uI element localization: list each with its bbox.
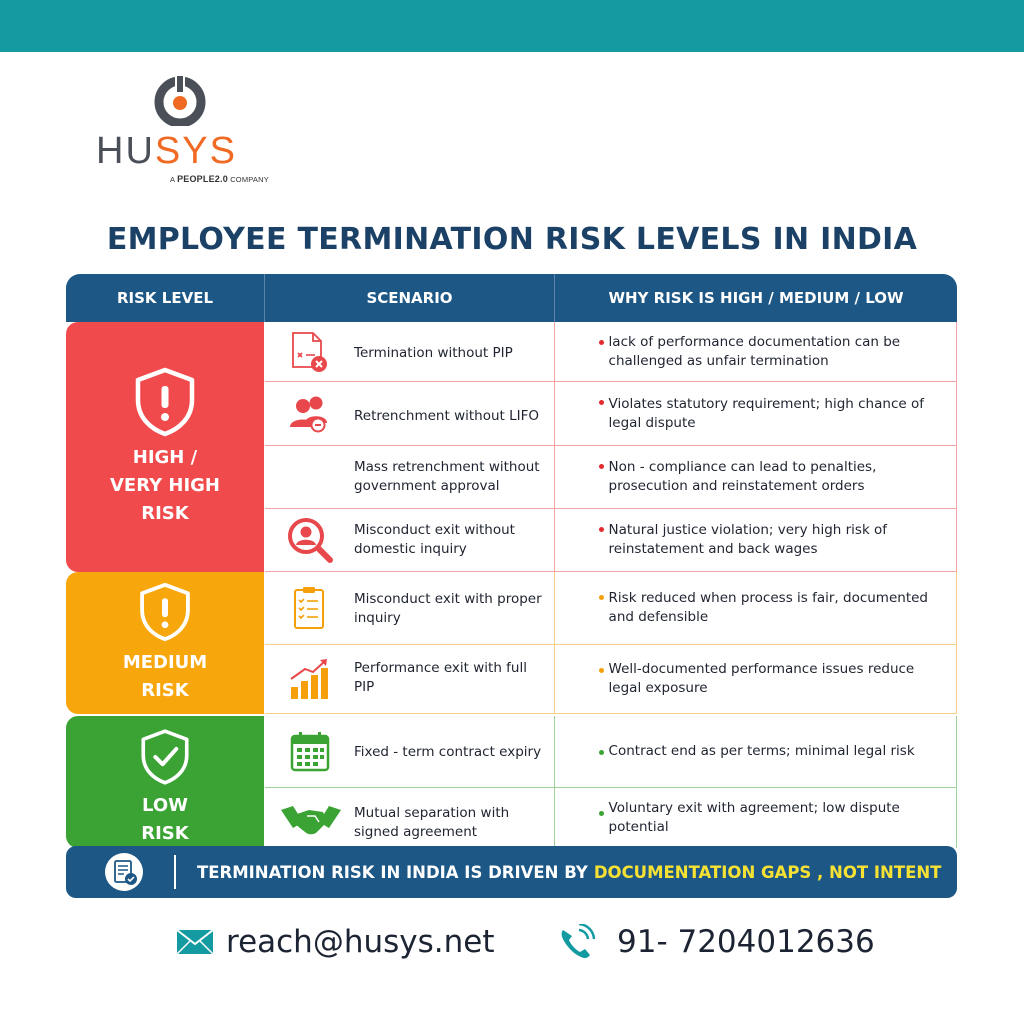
- scenario-text: Misconduct exit with proper inquiry: [354, 591, 542, 626]
- reason-text: Natural justice violation; very high risk of reinstatement and back wages: [608, 522, 888, 557]
- table-header: [66, 274, 957, 322]
- scenario-text: Performance exit with full PIP: [354, 660, 527, 695]
- scenario-text: Mass retrenchment without government approval: [354, 459, 540, 494]
- risk-group-low: [66, 716, 957, 848]
- reason-cell: [555, 788, 956, 848]
- phone-text[interactable]: 91- 7204012636: [617, 924, 875, 960]
- table-row: [265, 509, 957, 572]
- reason-text: Non - compliance can lead to penalties, prosecution and reinstatement orders: [608, 459, 877, 494]
- scenario-cell: [265, 716, 555, 787]
- document-check-icon: [104, 852, 144, 892]
- reason-text: Risk reduced when process is fair, documented and defensible: [608, 590, 928, 625]
- scenario-text: Mutual separation with signed agreement: [354, 805, 510, 840]
- table-row: [265, 322, 957, 382]
- handshake-icon: [279, 796, 343, 846]
- table-row: [265, 572, 957, 645]
- reason-text: lack of performance documentation can be challenged as unfair termination: [608, 333, 901, 369]
- bullet-dot: [599, 340, 604, 345]
- email-text[interactable]: reach@husys.net: [226, 924, 495, 960]
- scenario-cell: [265, 382, 555, 445]
- clipboard-checklist-icon: [285, 583, 335, 633]
- banner-text: TERMINATION RISK IN INDIA IS DRIVEN BY: [197, 862, 588, 882]
- reason-cell: [555, 716, 956, 787]
- table-row: [265, 446, 957, 509]
- top-band: [0, 0, 1024, 52]
- reason-text: Violates statutory requirement; high chance of legal dispute: [608, 395, 924, 431]
- reason-text: Contract end as per terms; minimal legal risk: [608, 743, 915, 759]
- bullet-dot: [599, 595, 604, 600]
- shield-check-icon: [137, 728, 193, 786]
- risk-level-low: [66, 716, 264, 848]
- scenario-cell: [265, 788, 555, 848]
- risk-label-line: HIGH /: [132, 447, 198, 468]
- scenario-cell: [265, 645, 555, 713]
- reason-text: Voluntary exit with agreement; low dispute potential: [608, 800, 900, 835]
- husys-logo: [96, 74, 276, 186]
- shield-exclamation-icon: [132, 366, 198, 438]
- risk-label-line: RISK: [141, 680, 189, 701]
- table-row: [265, 716, 957, 788]
- header-scenario: SCENARIO: [265, 274, 555, 322]
- document-cross-icon: [285, 327, 335, 377]
- bullet-dot: [599, 400, 604, 405]
- risk-group-high: [66, 322, 957, 572]
- scenario-text: Misconduct exit without domestic inquiry: [354, 522, 515, 557]
- scenario-text: Termination without PIP: [354, 345, 513, 361]
- scenario-text: Fixed - term contract expiry: [354, 744, 542, 760]
- risk-level-high: [66, 322, 264, 572]
- users-minus-icon: [285, 389, 335, 439]
- scenario-cell: [265, 572, 555, 644]
- contact-phone[interactable]: [557, 920, 875, 964]
- bullet-dot: [599, 527, 604, 532]
- phone-icon: [557, 924, 597, 960]
- banner-highlight: DOCUMENTATION GAPS , NOT INTENT: [593, 862, 942, 882]
- reason-cell: [555, 645, 956, 713]
- table-row: [265, 788, 957, 848]
- reason-cell: [555, 382, 956, 445]
- risk-label-line: MEDIUM: [122, 652, 208, 673]
- scenario-cell: [265, 509, 555, 571]
- reason-cell: [555, 322, 956, 381]
- footer-banner: [66, 846, 957, 898]
- risk-label-line: LOW: [142, 795, 188, 816]
- reason-cell: [555, 446, 956, 508]
- reason-cell: [555, 572, 956, 644]
- risk-level-medium: [66, 572, 264, 714]
- page-title: EMPLOYEE TERMINATION RISK LEVELS IN INDIA: [106, 222, 918, 257]
- logo-wordmark: HUSYS: [96, 130, 237, 172]
- bullet-dot: [599, 464, 604, 469]
- logo-tagline: A PEOPLE2.0 COMPANY: [170, 174, 269, 184]
- logo-mark-icon: [154, 74, 206, 126]
- calendar-icon: [285, 727, 335, 777]
- bullet-dot: [599, 668, 604, 673]
- risk-label-line: RISK: [141, 503, 189, 524]
- table-row: [265, 382, 957, 446]
- reason-cell: [555, 509, 956, 571]
- table-row: [265, 645, 957, 714]
- risk-group-medium: [66, 572, 957, 714]
- bullet-dot: [599, 750, 604, 755]
- banner-message: [197, 846, 941, 898]
- header-why-risk: WHY RISK IS HIGH / MEDIUM / LOW: [608, 289, 904, 307]
- reason-text: Well-documented performance issues reduce legal exposure: [608, 661, 915, 696]
- bullet-dot: [599, 811, 604, 816]
- contact-email[interactable]: [176, 920, 495, 964]
- shield-exclamation-icon: [137, 581, 193, 643]
- banner-divider: [174, 855, 176, 889]
- risk-label-line: VERY HIGH: [109, 475, 220, 496]
- scenario-cell: [265, 322, 555, 381]
- header-risk-level: RISK LEVEL: [66, 274, 265, 322]
- scenario-text: Retrenchment without LIFO: [354, 408, 539, 424]
- risk-label-line: RISK: [141, 823, 189, 844]
- growth-chart-icon: [285, 655, 335, 705]
- user-search-icon: [285, 515, 335, 565]
- scenario-cell: [265, 446, 555, 508]
- envelope-icon: [176, 929, 214, 955]
